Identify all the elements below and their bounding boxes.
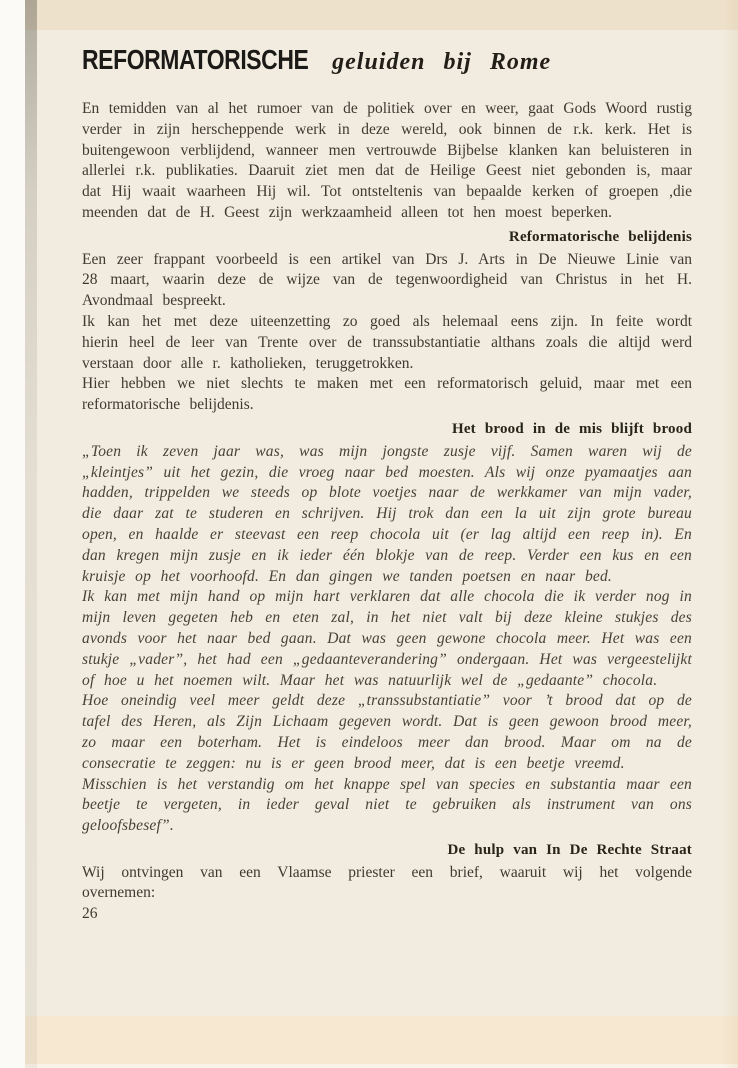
paragraph-artikel-arts: Een zeer frappant voorbeeld is een artikel van Drs J. Arts in De Nieuwe Linie van 28 maart, waarin deze de wijze van de tegenwoordigheid van Christus in het H. Avondmaal bespreekt. (82, 250, 692, 310)
paper-edge-right (722, 0, 738, 1068)
paragraph-uiteenzetting: Ik kan het met deze uiteenzetting zo goed als helemaal eens zijn. In feite wordt hierin heel de leer van Trente over de transsubstantiatie althans zoals die altijd werd verstaan door alle r. katholieken, teruggetrokken. (82, 312, 692, 372)
scan-margin-left (0, 0, 25, 1068)
paper-band-bottom (24, 1016, 738, 1064)
paragraph-intro: En temidden van al het rumoer van de politiek over en weer, gaat Gods Woord rustig verder in zijn herscheppende werk in deze wereld, ook binnen de r.k. kerk. Het is buitengewoon verblijdend, wanneer men vertrouwde Bijbelse klanken kan beluisteren in allerlei r.k. publikaties. Daaruit ziet men dat de Heilige Geest niet gebonden is, maar dat Hij waait waarheen Hij wil. Tot ontsteltenis van bepaalde kerken of groepen ,die meenden dat de H. Geest zijn werkzaamheid alleen tot hen moest beperken. (82, 100, 692, 221)
section-heading-de-hulp: De hulp van In De Rechte Straat (447, 841, 692, 858)
quote-paragraph-transsubstantiatie: Hoe oneindig veel meer geldt deze „transsubstantiatie” voor ’t brood dat op de tafel des Heren, als Zijn Lichaam gegeven wordt. Dat is geen gewoon brood meer, zo maar een boterham. Het is eindeloos meer dan brood. Maar om na de consecratie te zeggen: nu is er geen brood meer, dat is een beetje vreemd. (82, 692, 692, 772)
article-title-lead: REFORMATORISCHE (82, 44, 309, 75)
paper-band-bottom-sliver (24, 1064, 738, 1068)
article-title (82, 40, 692, 77)
section-heading-reformatorische-belijdenis: Reformatorische belijdenis (508, 228, 692, 245)
paper-band-top (21, 0, 738, 30)
page-gutter-shadow (25, 0, 37, 1068)
paragraph-vlaamse-priester: Wij ontvingen van een Vlaamse priester een brief, waaruit wij het volgende overnemen: (82, 863, 692, 902)
page-number: 26 (82, 905, 98, 923)
article-title-subtitle: geluiden bij Rome (332, 49, 552, 75)
quote-paragraph-chocola-2: Ik kan met mijn hand op mijn hart verklaren dat alle chocola die ik verder nog in mijn leven gegeten heb en eten zal, in het niet valt bij deze kleine stukjes des avonds voor het naar bed gaan. Dat was geen gewone chocola meer. Het was een stukje „vader”, het had een „gedaanteverandering” ondergaan. Het was vergeestelijkt of hoe u het noemen wilt. Maar het was natuurlijk wel de „gedaante” chocola. (82, 588, 692, 689)
quote-paragraph-species-substantia: Misschien is het verstandig om het knappe spel van species en substantia maar een beetje te vergeten, in ieder geval niet te gebruiken als instrument van ons geloofsbesef”. (82, 775, 692, 835)
paragraph-belijdenis: Hier hebben we niet slechts te maken met een reformatorisch geluid, maar met een reformatorische belijdenis. (82, 375, 692, 414)
section-heading-het-brood: Het brood in de mis blijft brood (451, 420, 692, 437)
quote-paragraph-chocola-1: „Toen ik zeven jaar was, was mijn jongste zusje vijf. Samen waren wij de „kleintjes” uit het gezin, die vroeg naar bed moesten. Als wij onze pyamaatjes aan hadden, trippelden we steeds op blote voetjes naar de werkkamer van mijn vader, die daar zat te studeren en schrijven. Hij trok dan een la uit zijn grote bureau open, en haalde er steevast een reep chocola uit (er lag altijd een reep in). En dan kregen mijn zusje en ik ieder één blokje van de reep. Verder een kus en een kruisje op het voorhoofd. En dan gingen we tanden poetsen en naar bed. (82, 442, 692, 585)
article (82, 40, 692, 925)
